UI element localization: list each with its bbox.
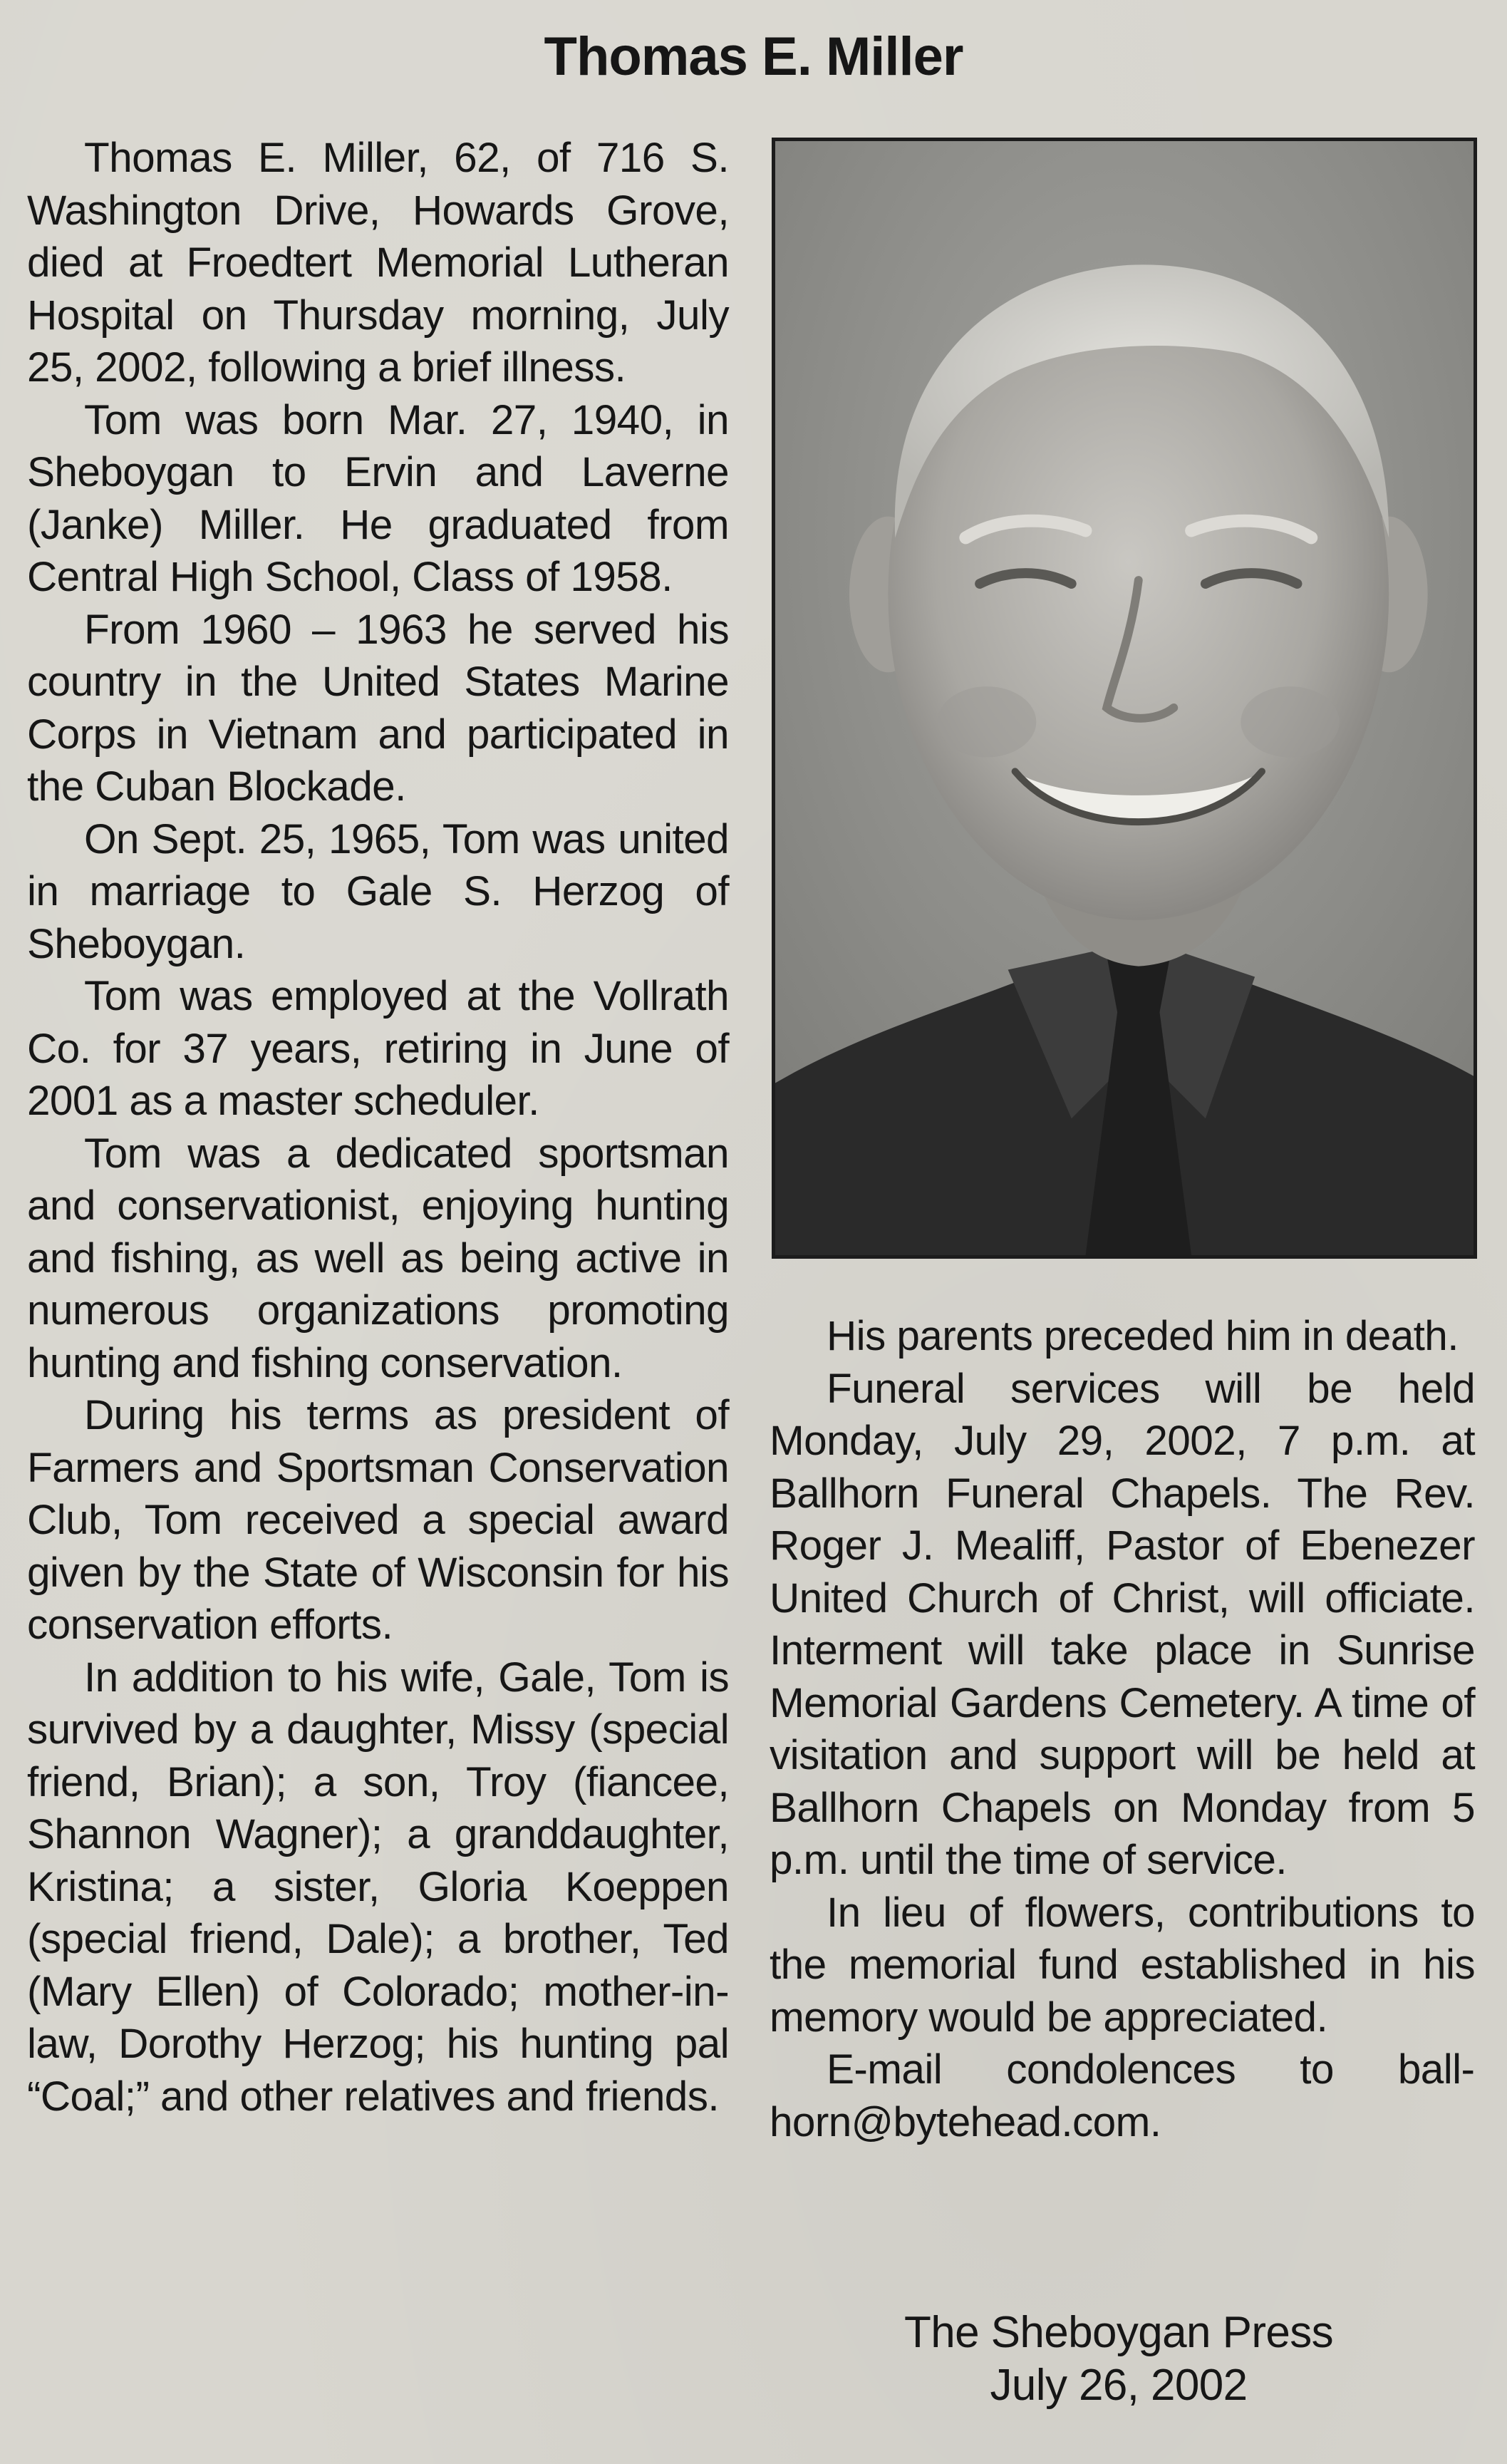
paragraph: In lieu of flowers, contributions to the memorial fund established in his memory would be appreciated.: [770, 1889, 1475, 2041]
portrait-photo: [772, 138, 1477, 1259]
paragraph: Funeral services will be held Monday, July 29, 2002, 7 p.m. at Ballhorn Funeral Chapels. The Rev. Roger J. Mealiff, Pastor of Ebenezer United Church of Christ, will officiate. Interment will take place in Sunrise Memorial Gardens Cemetery. A time of visitation and support will be held at Ballhorn Chapels on Monday from 5 p.m. until the time of service.: [770, 1365, 1475, 1883]
paragraph: In addition to his wife, Gale, Tom is survived by a daughter, Missy (special friend, Brian); a son, Troy (fiancee, Shannon Wagner); a granddaughter, Kristina; a sister, Gloria Koeppen (special friend, Dale); a brother, Ted (Mary Ellen) of Colorado; mother-in-law, Dorothy Herzog; his hunting pal “Coal;” and other relatives and friends.: [27, 1654, 729, 2120]
paragraph: Thomas E. Miller, 62, of 716 S. Washington Drive, Howards Grove, died at Froedtert Memorial Lutheran Hospital on Thursday morning, July 25, 2002, following a brief illness.: [27, 135, 729, 391]
paragraph: Tom was employed at the Vollrath Co. for 37 years, retiring in June of 2001 as a master scheduler.: [27, 973, 729, 1124]
left-text-column: [27, 132, 729, 2123]
publication-credit: [827, 2306, 1411, 2412]
paragraph: Tom was born Mar. 27, 1940, in Sheboygan to Ervin and Laverne (Janke) Miller. He graduated from Central High School, Class of 1958.: [27, 396, 729, 600]
paragraph: E-mail condolences to ballhorn@bytehead.com.: [770, 2046, 1475, 2145]
paragraph: On Sept. 25, 1965, Tom was united in marriage to Gale S. Herzog of Sheboygan.: [27, 815, 729, 967]
paragraph: Tom was a dedicated sportsman and conservationist, enjoying hunting and fishing, as well as being active in numerous organizations promoting hunting and fishing conservation.: [27, 1130, 729, 1386]
right-text-column: [770, 1310, 1475, 2148]
paragraph: His parents preceded him in death.: [827, 1313, 1459, 1359]
paragraph: During his terms as president of Farmers and Sportsman Conservation Club, Tom received a special award given by the State of Wisconsin for his conservation efforts.: [27, 1392, 729, 1648]
portrait-illustration: [775, 141, 1474, 1255]
obituary-headline: Thomas E. Miller: [544, 26, 963, 87]
paragraph: From 1960 – 1963 he served his country in the United States Marine Corps in Vietnam and participated in the Cuban Blockade.: [27, 606, 729, 810]
publication-name: The Sheboygan Press: [903, 2308, 1334, 2357]
publication-date: July 26, 2002: [990, 2361, 1248, 2410]
